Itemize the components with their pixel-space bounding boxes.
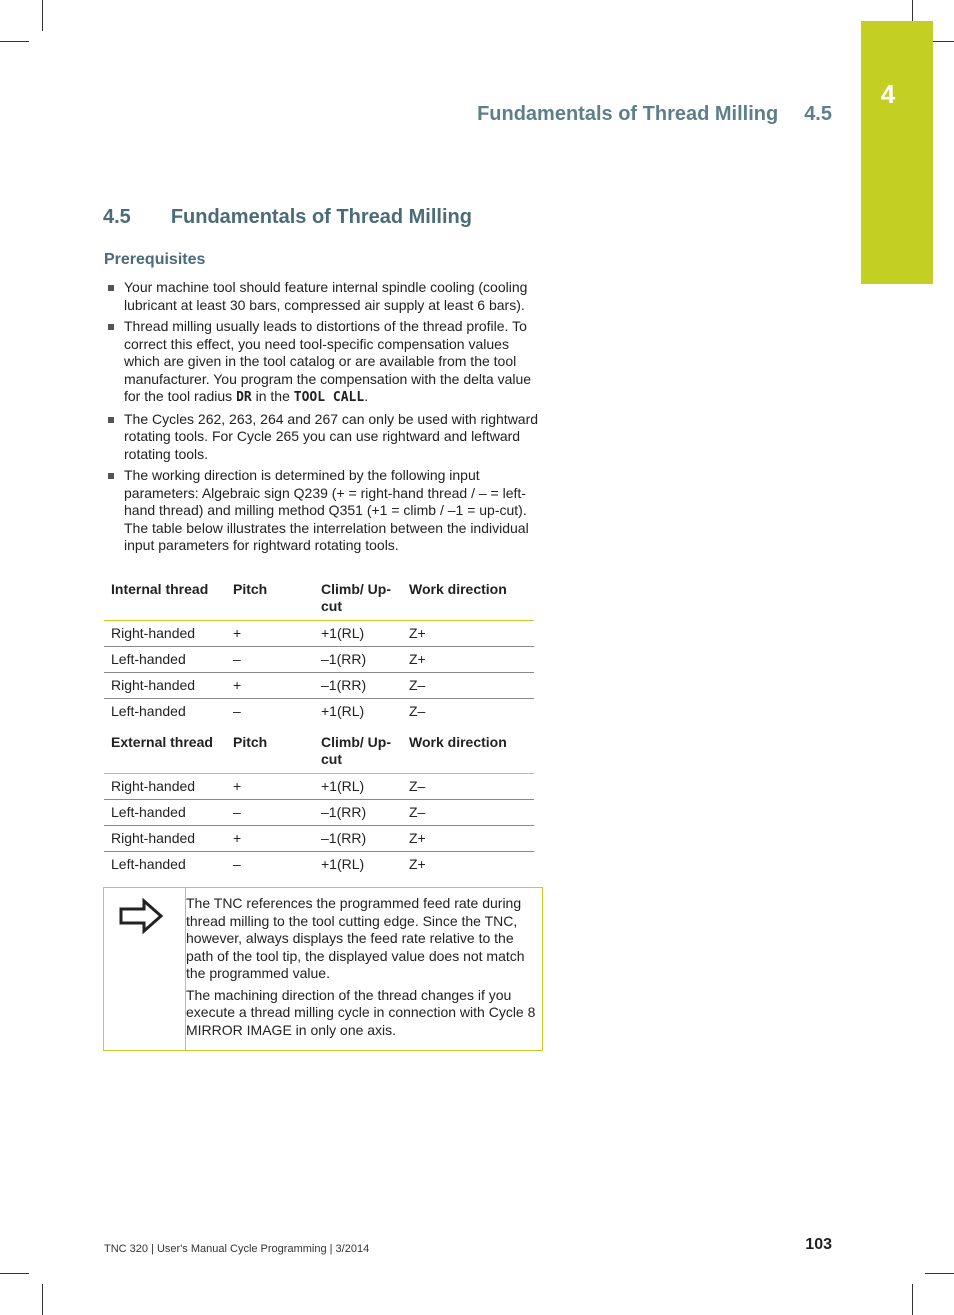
section-number: 4.5 (103, 206, 131, 228)
column-header: Work direction (402, 577, 534, 621)
list-item (104, 467, 544, 555)
table-cell: + (226, 673, 314, 699)
table-cell: – (233, 703, 241, 719)
table-row (104, 673, 534, 699)
external-thread-table (104, 730, 534, 877)
arrow-right-icon (118, 898, 164, 939)
column-header: Pitch (226, 577, 314, 621)
page-number: 103 (805, 1236, 832, 1253)
table-cell: Z+ (402, 621, 534, 647)
crop-mark (42, 0, 43, 31)
table-cell: –1(RR) (314, 826, 402, 852)
table-cell: Z– (402, 673, 534, 699)
table-cell: –1(RR) (314, 647, 402, 673)
table-row (104, 852, 534, 878)
table-cell: Right-handed (104, 774, 226, 800)
table-row (104, 826, 534, 852)
table-cell: –1(RR) (314, 673, 402, 699)
table-cell: Z– (402, 800, 534, 826)
column-header: Climb/ Up-cut (314, 730, 402, 774)
table-cell: Right-handed (104, 673, 226, 699)
crop-mark (0, 41, 29, 42)
prerequisites-heading: Prerequisites (104, 251, 206, 268)
table-cell: Right-handed (104, 826, 226, 852)
table-cell: + (226, 826, 314, 852)
bullet-square-icon (108, 324, 114, 330)
table-cell: +1(RL) (314, 774, 402, 800)
table-cell: – (233, 856, 241, 872)
table-cell: Left-handed (111, 856, 186, 872)
table-row (104, 621, 534, 647)
crop-mark (912, 1284, 913, 1315)
prerequisites-list (104, 279, 544, 559)
table-row (104, 800, 534, 826)
crop-mark (912, 0, 913, 21)
code-tool-call: TOOL CALL (293, 390, 365, 405)
note-text (186, 895, 536, 1043)
table-cell: Right-handed (104, 621, 226, 647)
bullet-square-icon (108, 417, 114, 423)
column-header: Work direction (402, 730, 534, 774)
running-head (477, 103, 832, 126)
column-header: Climb/ Up-cut (314, 577, 402, 621)
table-cell: +1(RL) (321, 703, 365, 719)
table-cell: – (226, 647, 314, 673)
table-header-row (104, 730, 534, 774)
list-item-text: . (364, 388, 369, 404)
note-paragraph: The machining direction of the thread changes if you execute a thread milling cycle in connection with Cycle 8 MIRROR IMAGE in only one axis. (186, 986, 536, 1038)
crop-mark (0, 1273, 29, 1274)
column-header: Pitch (226, 730, 314, 774)
crop-mark (925, 1273, 954, 1274)
note-box (103, 887, 543, 1051)
section-title: Fundamentals of Thread Milling (170, 206, 472, 228)
table-cell: Z+ (409, 856, 426, 872)
list-item-text: The Cycles 262, 263, 264 and 267 can only be used with rightward rotating tools. For Cycle 265 you can use rightward and leftward rotating tools. (124, 410, 539, 462)
column-header: Internal thread (104, 577, 226, 621)
table-cell: Left-handed (104, 800, 226, 826)
table-header-row (104, 577, 534, 621)
table-cell: Left-handed (111, 703, 186, 719)
table-row (104, 647, 534, 673)
list-item-text: Your machine tool should feature internal spindle cooling (cooling lubricant at least 30 bars, compressed air supply at least 6 bars). (124, 279, 528, 313)
table-cell: +1(RL) (314, 621, 402, 647)
table-cell: Z– (409, 703, 426, 719)
internal-thread-table (104, 577, 534, 724)
bullet-square-icon (108, 473, 114, 479)
note-paragraph: The TNC references the programmed feed rate during thread milling to the tool cutting edge. Since the TNC, however, always displays the feed rate relative to the path of the tool tip, the displayed value does not match the programmed value. (186, 895, 525, 981)
running-head-number: 4.5 (804, 103, 832, 125)
crop-mark (933, 41, 954, 42)
list-item (104, 318, 544, 407)
table-cell: –1(RR) (314, 800, 402, 826)
list-item (104, 279, 544, 314)
list-item-text: The working direction is determined by the following input parameters: Algebraic sign Q239 (+ = right-hand thread / – = left-hand thread) and milling method Q351 (+1 = climb / –1 = up-cut). The table below illustrates the interrelation between the individual input parameters for rightward rotating tools. (124, 467, 529, 553)
table-cell: – (226, 800, 314, 826)
list-item (104, 411, 544, 464)
chapter-tab (861, 21, 933, 284)
table-cell: + (226, 774, 314, 800)
chapter-number: 4 (880, 79, 896, 109)
table-cell: + (226, 621, 314, 647)
table-cell: +1(RL) (321, 856, 365, 872)
section-heading (103, 206, 472, 229)
running-head-title: Fundamentals of Thread Milling (477, 103, 779, 125)
bullet-square-icon (108, 285, 114, 291)
code-dr: DR (236, 390, 252, 405)
crop-mark (42, 1284, 43, 1315)
table-cell: Z+ (402, 826, 534, 852)
table-cell: Z+ (402, 647, 534, 673)
column-header: External thread (104, 730, 226, 774)
table-cell: Z– (402, 774, 534, 800)
table-cell: Left-handed (104, 647, 226, 673)
footer-text: TNC 320 | User's Manual Cycle Programming | 3/2014 (104, 1243, 370, 1255)
list-item-text: Thread milling usually leads to distortions of the thread profile. To correct this effect, you need tool-specific compensation values which are given in the tool catalog or are available from the tool manufacturer. You program the compensation with the delta value for the tool radius (124, 318, 532, 404)
table-row (104, 774, 534, 800)
list-item-text: in the (251, 388, 294, 404)
table-row (104, 699, 534, 725)
